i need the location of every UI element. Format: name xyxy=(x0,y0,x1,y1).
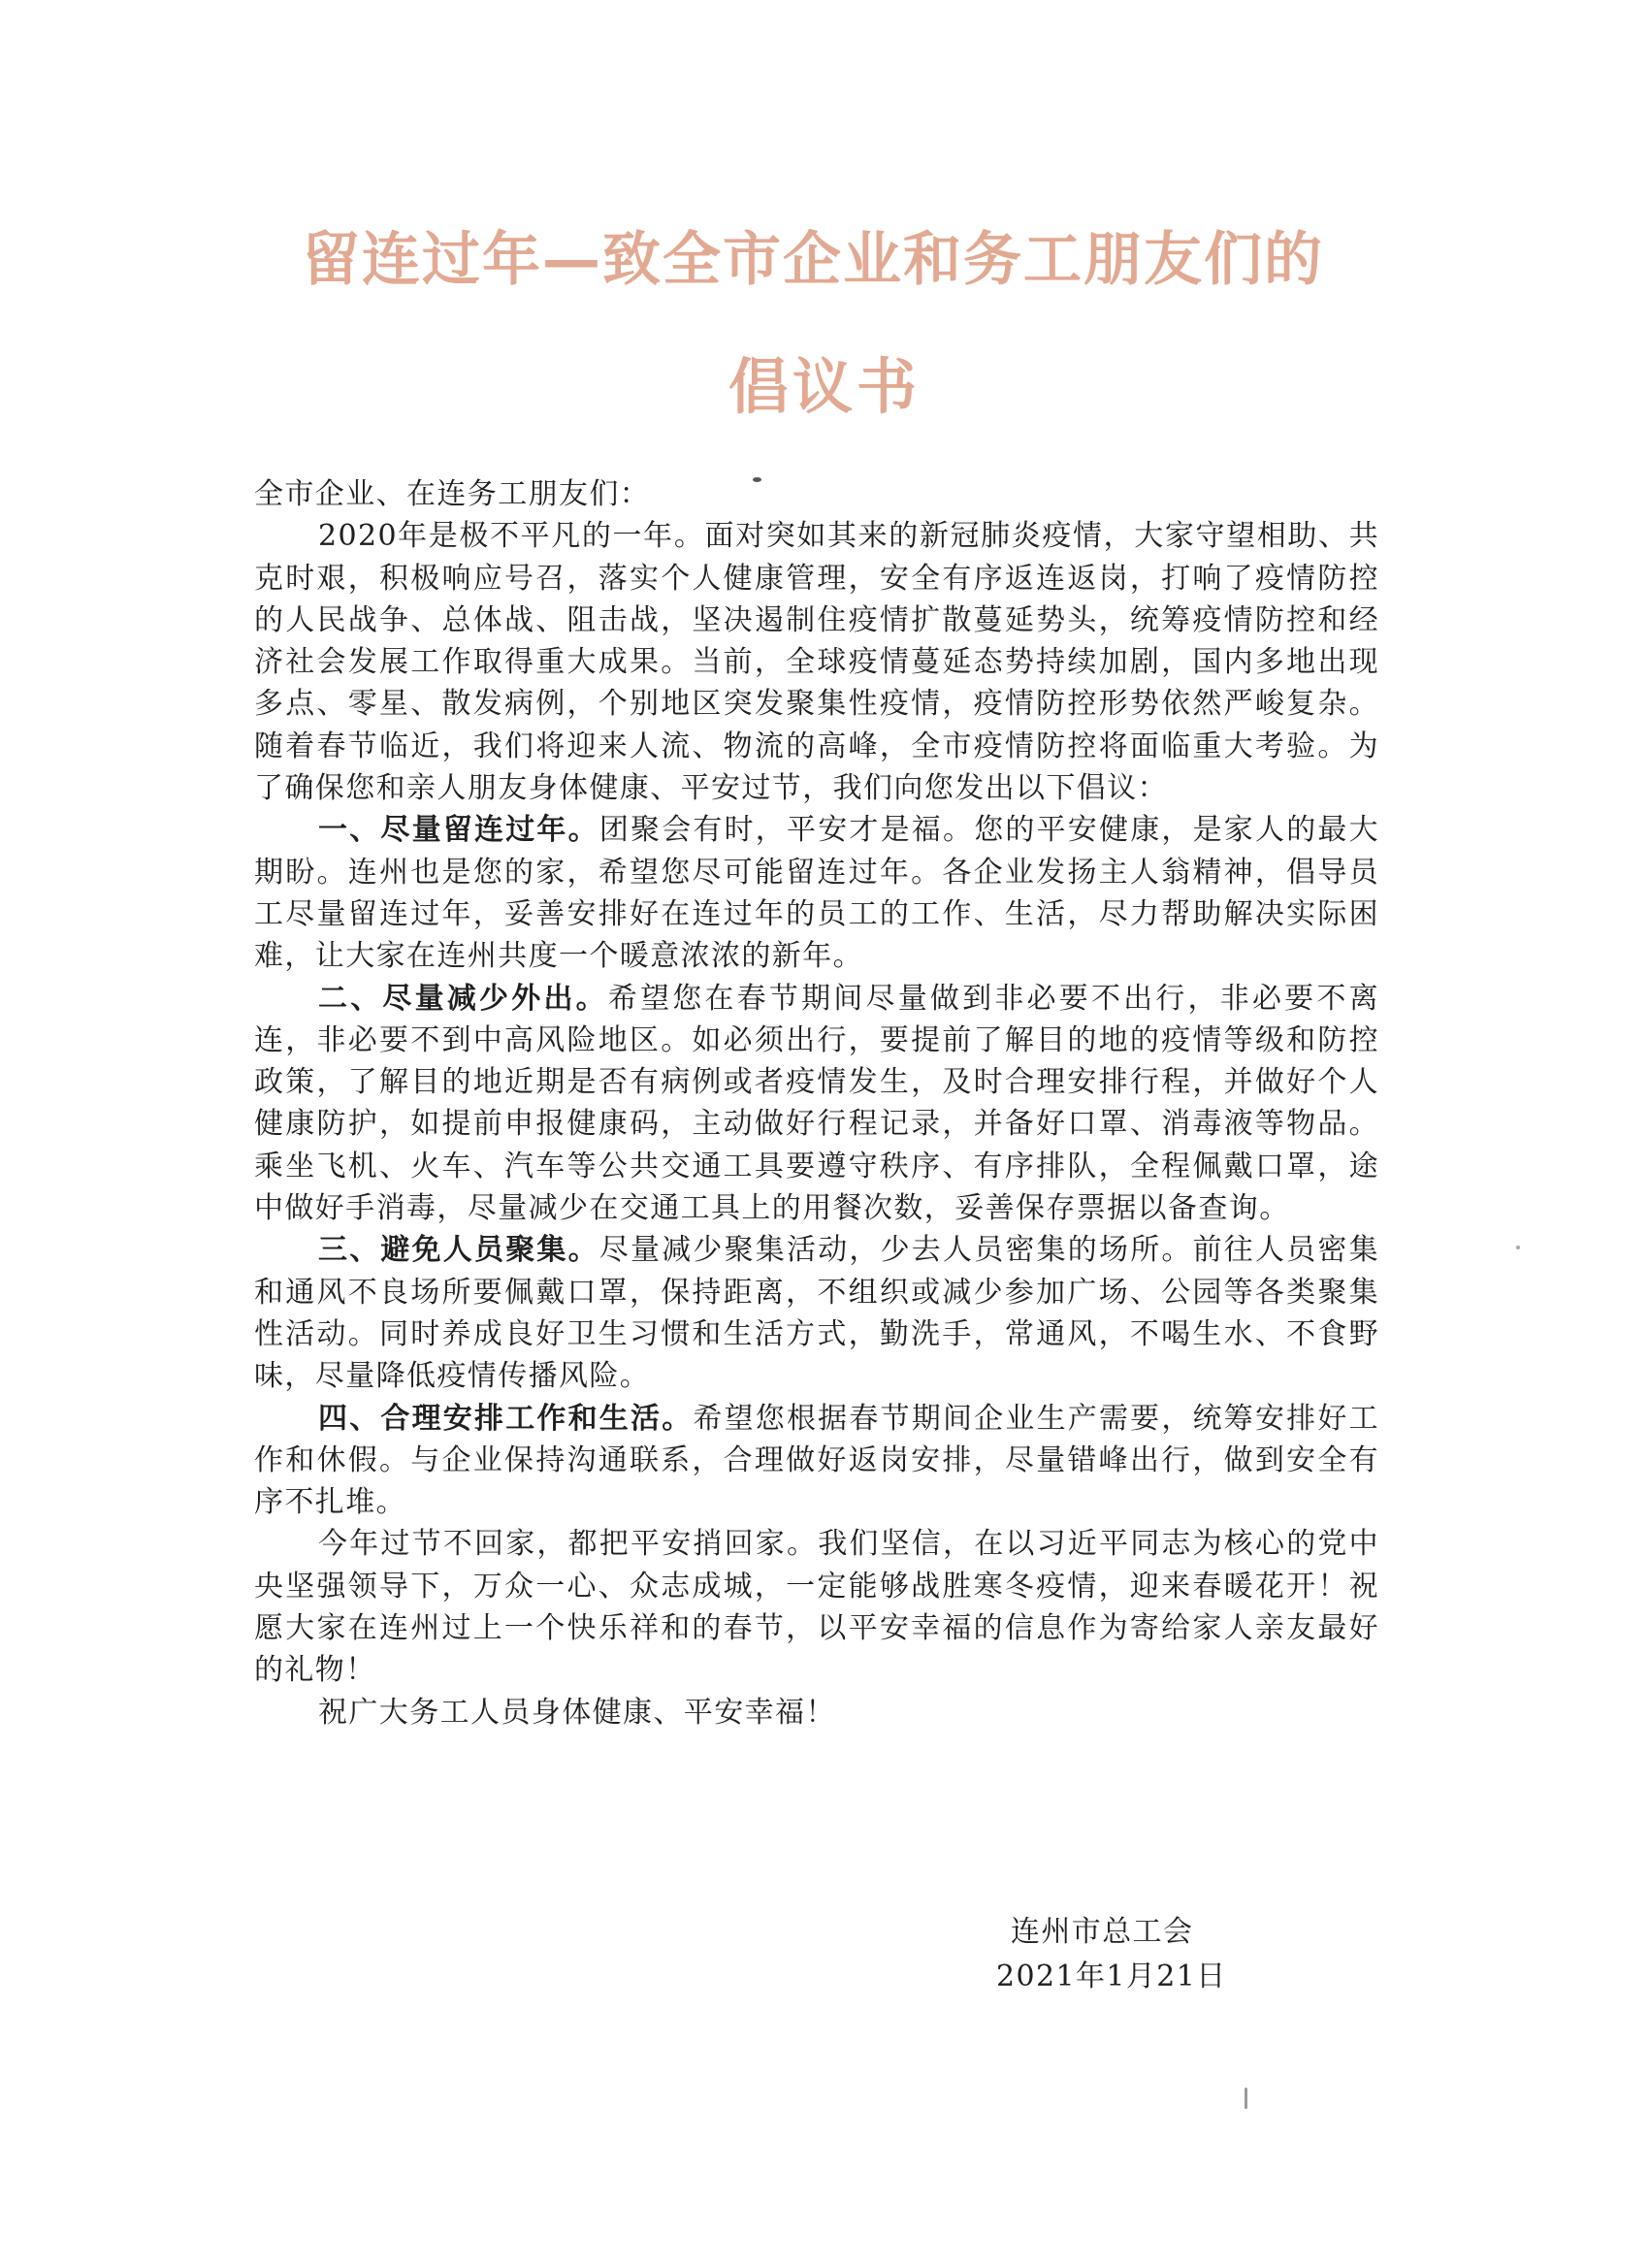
wish-paragraph: 祝广大务工人员身体健康、平安幸福！ xyxy=(318,1695,836,1730)
proposal-text-4: 希望您根据春节期间企业生产需要，统筹安排好工作和休假。与企业保持沟通联系，合理做好返岗安排，尽量错峰出行，做到安全有序不扎堆。 xyxy=(254,1401,1379,1520)
scan-speck xyxy=(753,477,761,482)
proposal-paragraph-2 xyxy=(254,978,1379,1230)
proposal-heading-3: 三、避免人员聚集。 xyxy=(318,1233,599,1268)
document-title: 留连过年—致全市企业和务工朋友们的 xyxy=(302,226,1324,294)
proposal-paragraph-4 xyxy=(254,1398,1379,1524)
letter-body xyxy=(254,473,1379,1733)
proposal-text-2: 希望您在春节期间尽量做到非必要不出行，非必要不离连，非必要不到中高风险地区。如必须出行，要提前了解目的地的疫情等级和防控政策，了解目的地近期是否有病例或者疫情发生，及时合理安排行程，并做好个人健康防护，如提前申报健康码，主动做好行程记录，并备好口罩、消毒液等物品。乘坐飞机、火车、汽车等公共交通工具要遵守秩序、有序排队，全程佩戴口罩，途中做好手消毒，尽量减少在交通工具上的用餐次数，妥善保存票据以备查询。 xyxy=(254,981,1379,1226)
proposal-heading-4: 四、合理安排工作和生活。 xyxy=(318,1401,694,1436)
scan-speck xyxy=(1516,1246,1520,1249)
proposal-text-1: 团聚会有时，平安才是福。您的平安健康，是家人的最大期盼。连州也是您的家，希望您尽可能留连过年。各企业发扬主人翁精神，倡导员工尽量留连过年，妥善安排好在连过年的员工的工作、生活，尽力帮助解决实际困难，让大家在连州共度一个暖意浓浓的新年。 xyxy=(254,813,1380,974)
intro-paragraph: 2020年是极不平凡的一年。面对突如其来的新冠肺炎疫情，大家守望相助、共克时艰，积极响应号召，落实个人健康管理，安全有序返连返岗，打响了疫情防控的人民战争、总体战、阻击战，坚决遏制住疫情扩散蔓延势头，统筹疫情防控和经济社会发展工作取得重大成果。当前，全球疫情蔓延态势持续加剧，国内多地出现多点、零星、散发病例，个别地区突发聚集性疫情，疫情防控形势依然严峻复杂。随着春节临近，我们将迎来人流、物流的高峰，全市疫情防控将面临重大考验。为了确保您和亲人朋友身体健康、平安过节，我们向您发出以下倡议： xyxy=(254,519,1379,806)
proposal-text-3: 尽量减少聚集活动，少去人员密集的场所。前往人员密集和通风不良场所要佩戴口罩，保持距离，不组织或减少参加广场、公园等各类聚集性活动。同时养成良好卫生习惯和生活方式，勤洗手，常通风，不喝生水、不食野味，尽量降低疫情传播风险。 xyxy=(254,1233,1380,1394)
closing-paragraph: 今年过节不回家，都把平安捎回家。我们坚信，在以习近平同志为核心的党中央坚强领导下，万众一心、众志成城，一定能够战胜寒冬疫情，迎来春暖花开！祝愿大家在连州过上一个快乐祥和的春节，以平安幸福的信息作为寄给家人亲友最好的礼物！ xyxy=(254,1527,1379,1688)
document-title-line2: 倡议书 xyxy=(728,351,921,422)
signature-organization: 连州市总工会 xyxy=(1011,1915,1194,1949)
scan-speck xyxy=(1245,2088,1247,2109)
proposal-heading-1: 一、尽量留连过年。 xyxy=(318,813,599,848)
signature-date: 2021年1月21日 xyxy=(996,1960,1227,1993)
proposal-paragraph-1 xyxy=(254,809,1379,977)
proposal-heading-2: 二、尽量减少外出。 xyxy=(318,981,608,1016)
proposal-paragraph-3 xyxy=(254,1229,1379,1397)
greeting: 全市企业、在连务工朋友们： xyxy=(254,477,651,511)
